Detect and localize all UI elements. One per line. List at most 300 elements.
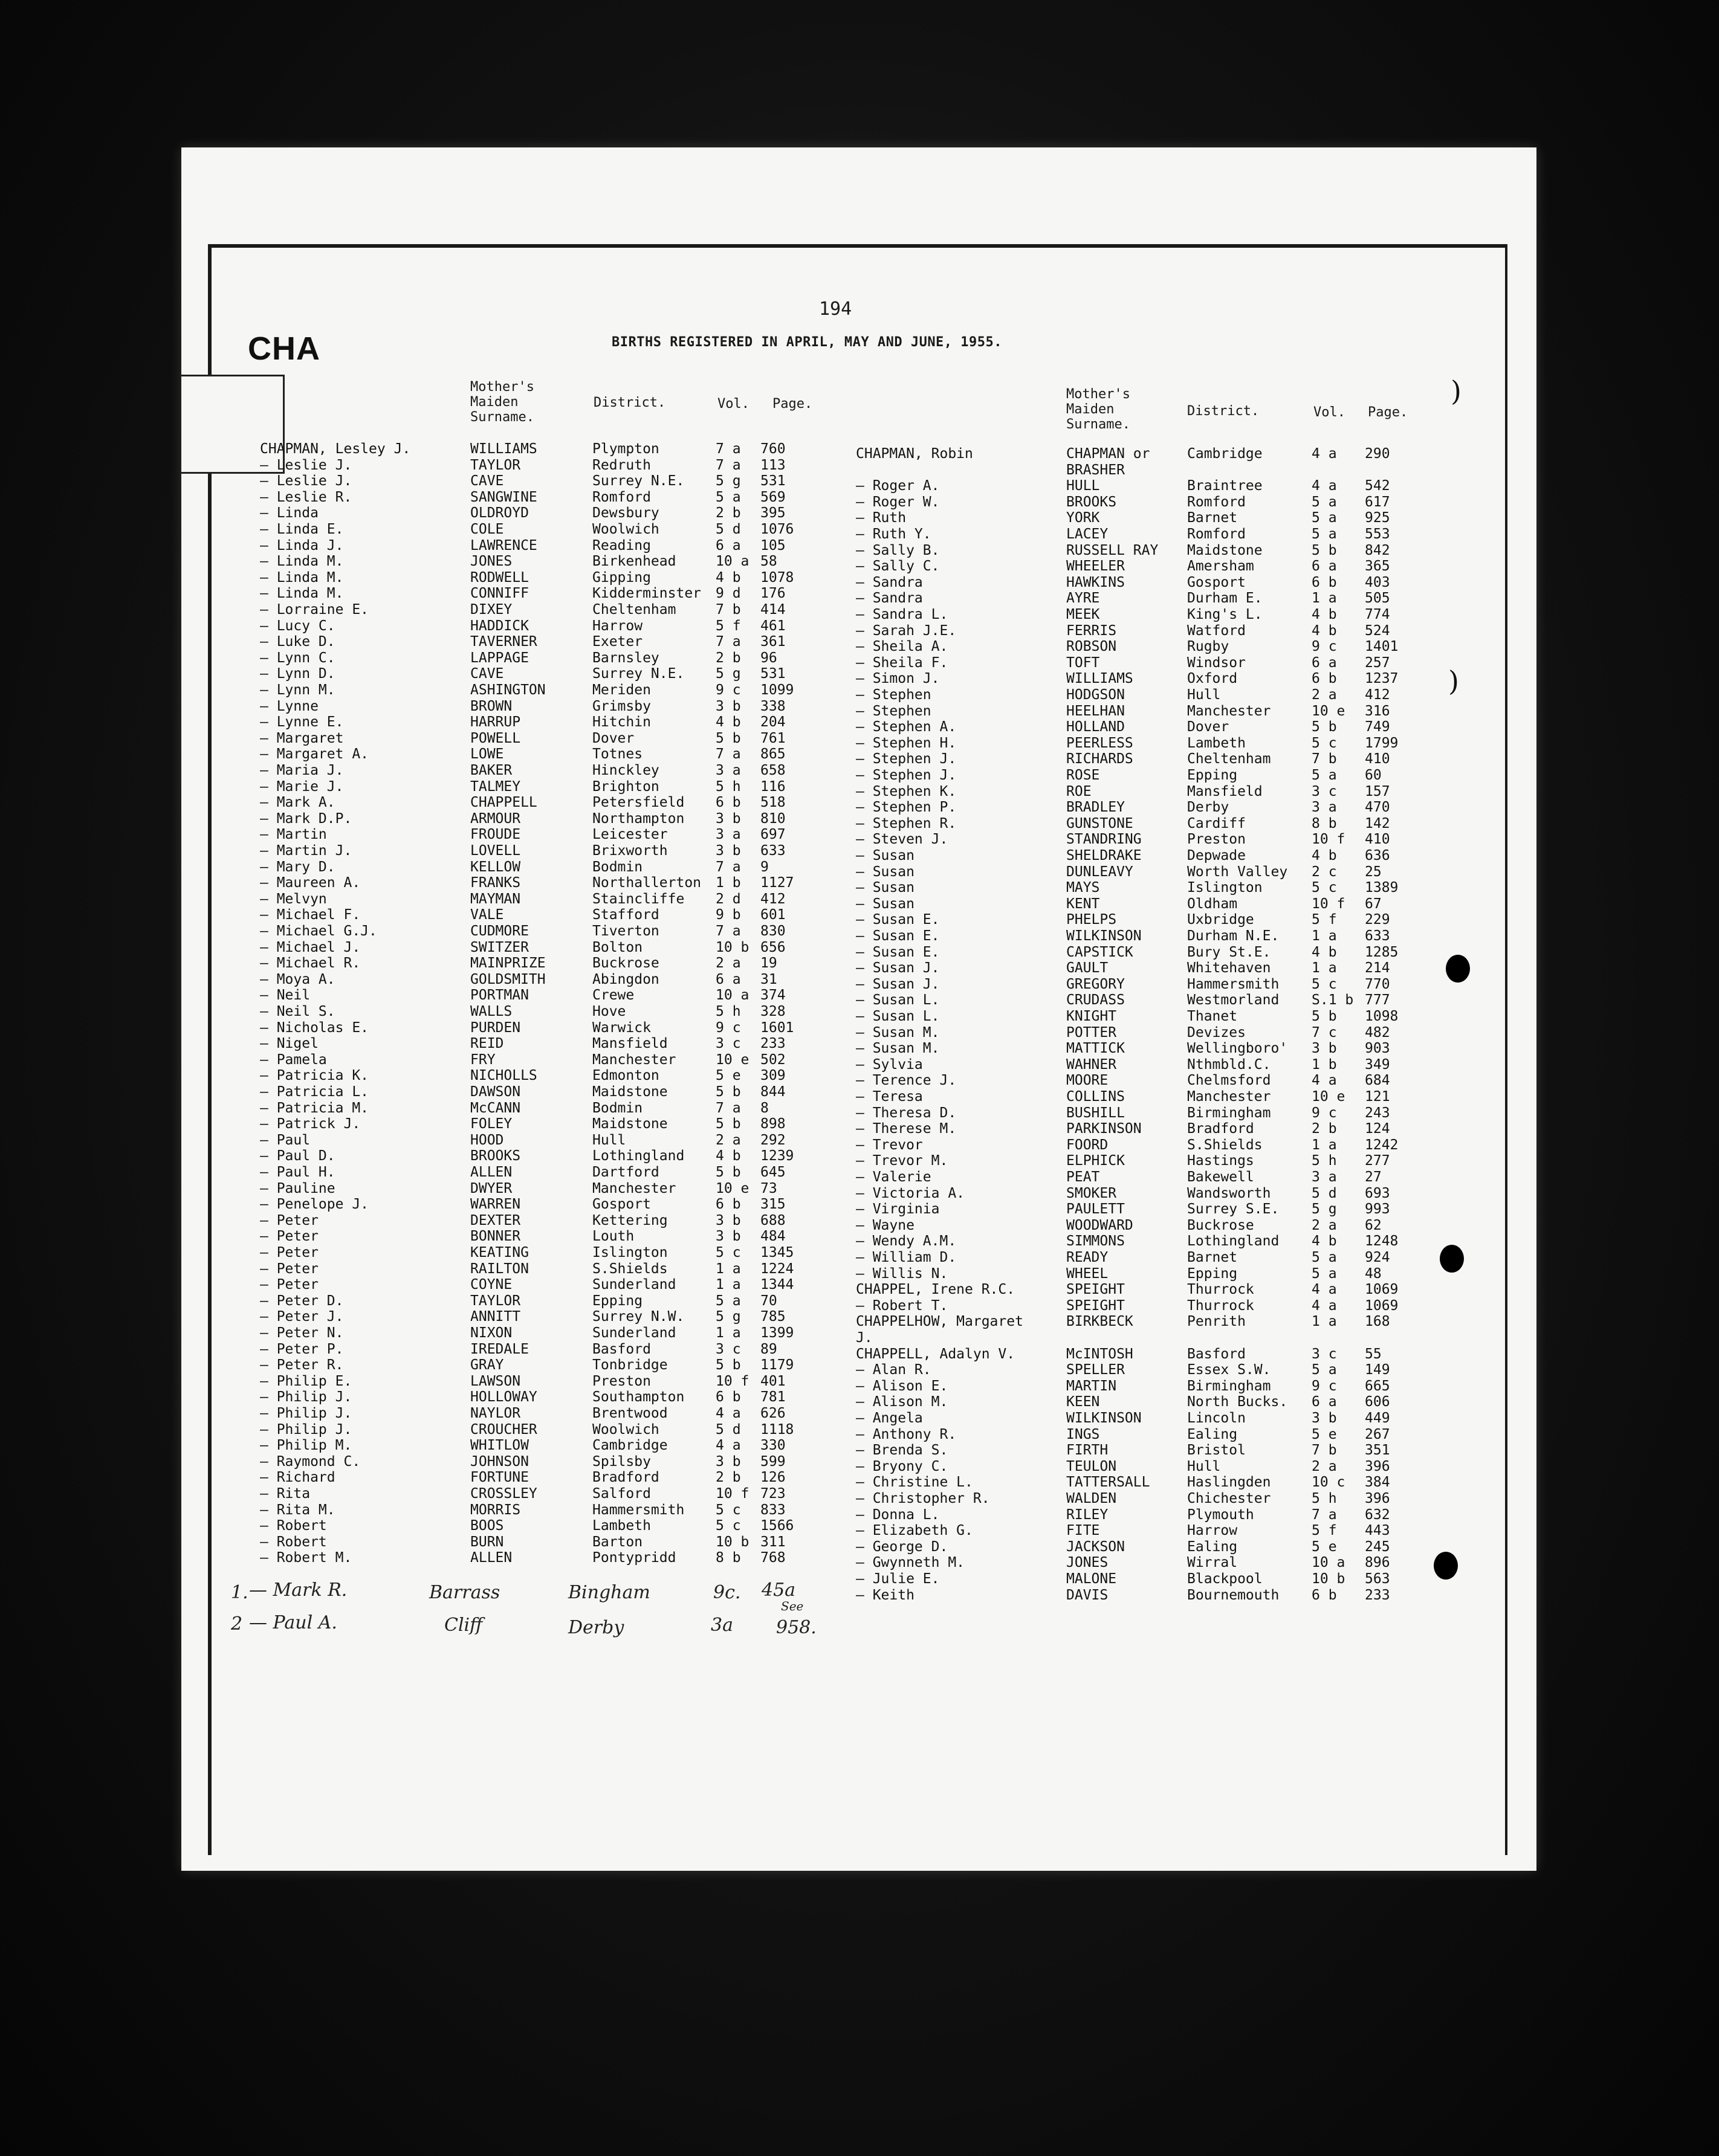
entry-volume: 3 b xyxy=(716,843,741,859)
entry-page: 785 xyxy=(760,1309,786,1325)
entry-volume: 5 g xyxy=(716,473,741,489)
entry-district: Mansfield xyxy=(592,1036,668,1052)
entry-district: Edmonton xyxy=(592,1068,659,1084)
entry-district: Bristol xyxy=(1187,1442,1246,1459)
entry-name: — Maureen A. xyxy=(260,875,361,891)
entry-page: 1601 xyxy=(760,1019,794,1036)
entry-district: Northallerton xyxy=(592,875,702,891)
entry-mother-surname: BROWN xyxy=(470,698,513,714)
entry-volume: 4 b xyxy=(1312,848,1337,863)
entry-page: 505 xyxy=(1365,590,1390,607)
entry-mother-surname: TATTERSALL xyxy=(1066,1474,1150,1491)
entry-name: — Peter xyxy=(260,1245,319,1260)
right-header-page: Page. xyxy=(1368,405,1408,420)
entry-mother-surname: MARTIN xyxy=(1066,1378,1117,1394)
entry-name: — Peter J. xyxy=(260,1309,344,1325)
entry-page: 830 xyxy=(760,923,786,939)
entry-district: Sunderland xyxy=(592,1325,676,1341)
entry-page: 617 xyxy=(1365,494,1390,510)
entry-name: — Willis N. xyxy=(856,1265,948,1282)
entry-mother-surname: HEELHAN xyxy=(1066,703,1125,719)
entry-district: Hull xyxy=(592,1132,626,1148)
entry-volume: 3 b xyxy=(716,1212,741,1228)
entry-mother-surname: MAINPRIZE xyxy=(470,955,546,972)
entry-mother-surname: LAWRENCE xyxy=(470,537,537,554)
entry-district: Bolton xyxy=(592,939,643,955)
entry-volume: 5 g xyxy=(716,666,741,682)
entry-name: — Susan E. xyxy=(856,944,940,960)
entry-volume: 1 a xyxy=(1312,1314,1337,1330)
entry-mother-surname: FRANKS xyxy=(470,875,521,891)
entry-mother-surname: RAILTON xyxy=(470,1260,529,1277)
entry-name: — Philip E. xyxy=(260,1373,352,1389)
entry-page: 73 xyxy=(760,1180,777,1196)
entry-mother-surname: DUNLEAVY xyxy=(1066,863,1133,880)
entry-name: — Ruth Y. xyxy=(856,526,931,542)
entry-page: 410 xyxy=(1365,751,1390,767)
entry-name: J. xyxy=(856,1330,873,1346)
entry-district: Devizes xyxy=(1187,1024,1246,1041)
entry-district: Preston xyxy=(592,1373,651,1389)
entry-page: 684 xyxy=(1365,1073,1390,1089)
entry-page: 214 xyxy=(1365,960,1390,976)
entry-name: — Brenda S. xyxy=(856,1442,948,1459)
entry-page: 67 xyxy=(1365,896,1382,912)
entry-page: 449 xyxy=(1365,1410,1390,1426)
entry-mother-surname: CROSSLEY xyxy=(470,1486,537,1502)
entry-volume: 5 g xyxy=(716,1309,741,1325)
margin-bracket-mark: ) xyxy=(1451,375,1462,407)
entry-district: Essex S.W. xyxy=(1187,1362,1271,1378)
entry-mother-surname: GOLDSMITH xyxy=(470,971,546,987)
entry-district: Derby xyxy=(1187,799,1229,816)
entry-volume: 7 a xyxy=(716,634,741,650)
entry-name: — Rita xyxy=(260,1486,311,1502)
entry-district: Hinckley xyxy=(592,763,659,778)
entry-name: — Valerie xyxy=(856,1169,931,1185)
entry-district: Manchester xyxy=(592,1180,676,1196)
entry-volume: 10 f xyxy=(716,1486,749,1502)
entry-mother-surname: SHELDRAKE xyxy=(1066,848,1142,863)
entry-page: 924 xyxy=(1365,1250,1390,1265)
entry-district: Romford xyxy=(1187,494,1246,510)
entry-name: — Michael J. xyxy=(260,939,361,955)
entry-mother-surname: WOODWARD xyxy=(1066,1217,1133,1233)
entry-mother-surname: POWELL xyxy=(470,730,521,746)
entry-mother-surname: RICHARDS xyxy=(1066,751,1133,767)
entry-volume: 6 b xyxy=(1312,671,1337,687)
entry-page: 531 xyxy=(760,666,786,682)
entry-page: 70 xyxy=(760,1293,777,1309)
handwritten-name-1: — Mark R. xyxy=(249,1580,348,1601)
entry-page: 781 xyxy=(760,1389,786,1406)
entry-mother-surname: CRUDASS xyxy=(1066,992,1125,1009)
entry-name: — Pauline xyxy=(260,1180,335,1196)
entry-district: Brixworth xyxy=(592,843,668,859)
right-header-vol: Vol. xyxy=(1313,405,1345,420)
handwritten-vol-1: 9c. xyxy=(713,1582,741,1603)
entry-volume: 5 a xyxy=(1312,767,1337,783)
entry-mother-surname: VALE xyxy=(470,907,504,923)
entry-district: Dover xyxy=(592,730,635,746)
left-header-district: District. xyxy=(594,395,666,410)
entry-page: 461 xyxy=(760,618,786,634)
entry-district: Preston xyxy=(1187,831,1246,848)
entry-mother-surname: GAULT xyxy=(1066,960,1109,976)
left-header-mother: Mother's Maiden Surname. xyxy=(470,379,534,425)
entry-district: Romford xyxy=(1187,526,1246,542)
entry-name: — Roger W. xyxy=(856,494,940,510)
entry-mother-surname: COLLINS xyxy=(1066,1089,1125,1105)
entry-volume: 10 f xyxy=(1312,831,1345,848)
entry-district: Manchester xyxy=(1187,703,1271,719)
entry-district: Amersham xyxy=(1187,558,1254,575)
binder-hole xyxy=(1434,1552,1458,1580)
entry-volume: 2 b xyxy=(1312,1121,1337,1137)
entry-mother-surname: TALMEY xyxy=(470,778,521,795)
entry-mother-surname: ALLEN xyxy=(470,1164,513,1180)
entry-page: 542 xyxy=(1365,478,1390,494)
entry-name: — Peter N. xyxy=(260,1325,344,1341)
entry-mother-surname: ROSE xyxy=(1066,767,1100,783)
entry-name: — Marie J. xyxy=(260,778,344,795)
entry-page: 316 xyxy=(1365,703,1390,719)
entry-district: Epping xyxy=(1187,1265,1238,1282)
entry-mother-surname: FITE xyxy=(1066,1523,1100,1539)
entry-mother-surname: AYRE xyxy=(1066,590,1100,607)
entry-name: — Leslie R. xyxy=(260,489,352,505)
entry-page: 89 xyxy=(760,1341,777,1357)
entry-volume: 6 b xyxy=(1312,574,1337,590)
entry-district: S.Shields xyxy=(592,1260,668,1277)
entry-mother-surname: FOORD xyxy=(1066,1137,1109,1153)
entry-mother-surname: FERRIS xyxy=(1066,622,1117,639)
entry-volume: 7 a xyxy=(716,746,741,763)
entry-volume: 5 a xyxy=(716,1293,741,1309)
entry-volume: 5 d xyxy=(1312,1185,1337,1201)
entry-page: 142 xyxy=(1365,815,1390,831)
entry-mother-surname: SMOKER xyxy=(1066,1185,1117,1201)
entry-volume: 3 b xyxy=(716,698,741,714)
entry-district: Cheltenham xyxy=(592,602,676,618)
entry-mother-surname: DEXTER xyxy=(470,1212,521,1228)
entry-district: Wirral xyxy=(1187,1555,1238,1571)
entry-district: Harrow xyxy=(592,618,643,634)
entry-page: 896 xyxy=(1365,1555,1390,1571)
entry-name: — Keith xyxy=(856,1587,915,1603)
entry-page: 626 xyxy=(760,1406,786,1421)
entry-mother-surname: INGS xyxy=(1066,1426,1100,1442)
entry-mother-surname: MORRIS xyxy=(470,1502,521,1518)
entry-name: — Margaret xyxy=(260,730,344,746)
entry-page: 396 xyxy=(1365,1491,1390,1506)
entry-volume: 5 c xyxy=(1312,735,1337,751)
entry-volume: 10 b xyxy=(1312,1571,1345,1587)
entry-mother-surname: SWITZER xyxy=(470,939,529,955)
entry-district: Wandsworth xyxy=(1187,1185,1271,1201)
entry-page: 443 xyxy=(1365,1523,1390,1539)
entry-volume: 5 f xyxy=(1312,912,1337,928)
entry-page: 768 xyxy=(760,1550,786,1566)
entry-volume: 4 a xyxy=(1312,1073,1337,1089)
entry-volume: 1 b xyxy=(716,875,741,891)
entry-district: Thurrock xyxy=(1187,1282,1254,1298)
entry-mother-surname: BOOS xyxy=(470,1518,504,1534)
entry-volume: 4 b xyxy=(716,714,741,731)
entry-page: 1099 xyxy=(760,682,794,698)
entry-mother-surname: FRY xyxy=(470,1051,496,1068)
entry-page: 599 xyxy=(760,1453,786,1470)
entry-district: Surrey N.E. xyxy=(592,473,685,489)
entry-mother-surname: WAHNER xyxy=(1066,1056,1117,1073)
entry-name: — Linda xyxy=(260,505,319,521)
entry-page: 658 xyxy=(760,763,786,778)
entry-volume: 7 a xyxy=(716,457,741,473)
entry-mother-surname: HADDICK xyxy=(470,618,529,634)
entry-volume: 5 a xyxy=(1312,510,1337,526)
entry-page: 204 xyxy=(760,714,786,731)
entry-name: — Lynne E. xyxy=(260,714,344,731)
entry-mother-surname: ANNITT xyxy=(470,1309,521,1325)
entry-district: Lambeth xyxy=(1187,735,1246,751)
entry-mother-surname: KEEN xyxy=(1066,1394,1100,1410)
entry-mother-surname: POTTER xyxy=(1066,1024,1117,1041)
entry-volume: 9 c xyxy=(1312,639,1337,655)
left-header-page: Page. xyxy=(772,396,813,412)
entry-volume: 6 a xyxy=(1312,558,1337,575)
entry-volume: 7 b xyxy=(716,602,741,618)
entry-district: Cardiff xyxy=(1187,815,1246,831)
entry-district: Stafford xyxy=(592,907,659,923)
entry-page: 1069 xyxy=(1365,1282,1399,1298)
entry-district: Thurrock xyxy=(1187,1297,1254,1314)
entry-name: — Christine L. xyxy=(856,1474,973,1491)
entry-name: — Stephen J. xyxy=(856,751,957,767)
entry-mother-surname: REID xyxy=(470,1036,504,1052)
entry-page: 1098 xyxy=(1365,1009,1399,1024)
entry-name: — Paul H. xyxy=(260,1164,335,1180)
entry-district: Dartford xyxy=(592,1164,659,1180)
entry-district: Dewsbury xyxy=(592,505,659,521)
entry-volume: 10 b xyxy=(716,939,749,955)
entry-name: — Peter R. xyxy=(260,1357,344,1373)
entry-page: 1078 xyxy=(760,569,794,586)
entry-volume: 3 c xyxy=(716,1341,741,1357)
entry-district: Surrey N.E. xyxy=(592,666,685,682)
entry-district: Brighton xyxy=(592,778,659,795)
entry-page: 113 xyxy=(760,457,786,473)
entry-mother-surname: WHITLOW xyxy=(470,1438,529,1454)
entry-district: Worth Valley xyxy=(1187,863,1288,880)
entry-volume: 6 b xyxy=(716,795,741,811)
entry-volume: 5 a xyxy=(1312,1362,1337,1378)
section-label: CHA xyxy=(248,331,320,367)
entry-mother-surname: CHAPPELL xyxy=(470,795,537,811)
entry-mother-surname: MATTICK xyxy=(1066,1041,1125,1057)
entry-volume: 1 a xyxy=(716,1277,741,1293)
entry-mother-surname: LAWSON xyxy=(470,1373,521,1389)
entry-volume: 5 c xyxy=(716,1245,741,1260)
entry-mother-surname: DWYER xyxy=(470,1180,513,1196)
entry-page: 328 xyxy=(760,1004,786,1019)
entry-volume: 10 a xyxy=(1312,1555,1345,1571)
entry-volume: 6 b xyxy=(716,1389,741,1406)
entry-name: — Richard xyxy=(260,1470,335,1486)
entry-mother-surname: SPEIGHT xyxy=(1066,1282,1125,1298)
entry-mother-surname: CUDMORE xyxy=(470,923,529,939)
entry-name: — Martin J. xyxy=(260,843,352,859)
entry-page: 384 xyxy=(1365,1474,1390,1491)
entry-page: 531 xyxy=(760,473,786,489)
entry-district: Tiverton xyxy=(592,923,659,939)
entry-page: 632 xyxy=(1365,1506,1390,1523)
entry-mother-surname: SANGWINE xyxy=(470,489,537,505)
entry-page: 351 xyxy=(1365,1442,1390,1459)
entry-name: — Robert xyxy=(260,1534,327,1550)
entry-name: — Angela xyxy=(856,1410,923,1426)
entry-page: 292 xyxy=(760,1132,786,1148)
entry-page: 688 xyxy=(760,1212,786,1228)
entry-volume: 1 b xyxy=(1312,1056,1337,1073)
handwritten-mother-2: Cliff xyxy=(444,1615,483,1636)
entry-mother-surname: BROOKS xyxy=(1066,494,1117,510)
handwritten-page-2: 958. xyxy=(776,1617,817,1638)
entry-page: 243 xyxy=(1365,1105,1390,1121)
entry-mother-surname: RILEY xyxy=(1066,1506,1109,1523)
entry-page: 1242 xyxy=(1365,1137,1399,1153)
entry-name: — George D. xyxy=(856,1538,948,1555)
entry-district: Hammersmith xyxy=(1187,976,1280,992)
entry-district: Bradford xyxy=(592,1470,659,1486)
entry-district: Woolwich xyxy=(592,521,659,537)
entry-name: — Philip J. xyxy=(260,1421,352,1438)
entry-page: 121 xyxy=(1365,1089,1390,1105)
entry-volume: 5 d xyxy=(716,521,741,537)
entry-mother-surname: FORTUNE xyxy=(470,1470,529,1486)
entry-mother-surname: KENT xyxy=(1066,896,1100,912)
entry-volume: 7 c xyxy=(1312,1024,1337,1041)
entry-page: 403 xyxy=(1365,574,1390,590)
entry-district: Petersfield xyxy=(592,795,685,811)
entry-district: Abingdon xyxy=(592,971,659,987)
entry-name: — Melvyn xyxy=(260,891,327,907)
entry-district: Louth xyxy=(592,1228,635,1245)
entry-name: — Therese M. xyxy=(856,1121,957,1137)
entry-name: — Victoria A. xyxy=(856,1185,965,1201)
entry-name: — Susan xyxy=(856,896,915,912)
entry-name: — Leslie J. xyxy=(260,457,352,473)
entry-name: — Linda E. xyxy=(260,521,344,537)
entry-page: 770 xyxy=(1365,976,1390,992)
entry-mother-surname: HODGSON xyxy=(1066,687,1125,703)
entry-page: 257 xyxy=(1365,654,1390,671)
entry-page: 865 xyxy=(760,746,786,763)
entry-page: 569 xyxy=(760,489,786,505)
entry-page: 774 xyxy=(1365,607,1390,622)
entry-mother-surname: WHEELER xyxy=(1066,558,1125,575)
entry-mother-surname: ALLEN xyxy=(470,1550,513,1566)
entry-district: Basford xyxy=(1187,1346,1246,1362)
entry-name: — Leslie J. xyxy=(260,473,352,489)
entry-volume: 5 f xyxy=(716,618,741,634)
entry-volume: 5 b xyxy=(1312,719,1337,735)
entry-name: — Donna L. xyxy=(856,1506,940,1523)
entry-page: 518 xyxy=(760,795,786,811)
entry-name: — Maria J. xyxy=(260,763,344,778)
entry-page: 1237 xyxy=(1365,671,1399,687)
entry-page: 1344 xyxy=(760,1277,794,1293)
entry-district: Nthmbld.C. xyxy=(1187,1056,1271,1073)
entry-volume: 7 a xyxy=(716,923,741,939)
entry-volume: 5 e xyxy=(716,1068,741,1084)
entry-district: Lincoln xyxy=(1187,1410,1246,1426)
entry-district: Blackpool xyxy=(1187,1571,1263,1587)
entry-volume: 3 a xyxy=(1312,799,1337,816)
right-header-district: District. xyxy=(1187,404,1260,419)
entry-page: 31 xyxy=(760,971,777,987)
entry-name: — Robert M. xyxy=(260,1550,352,1566)
entry-district: Manchester xyxy=(592,1051,676,1068)
entry-name: CHAPPELHOW, Margaret xyxy=(856,1314,1023,1330)
entry-volume: 5 b xyxy=(716,1164,741,1180)
entry-district: Barton xyxy=(592,1534,643,1550)
entry-volume: 3 b xyxy=(716,1228,741,1245)
entry-page: 482 xyxy=(1365,1024,1390,1041)
entry-page: 19 xyxy=(760,955,777,972)
entry-name: — Anthony R. xyxy=(856,1426,957,1442)
entry-district: Haslingden xyxy=(1187,1474,1271,1491)
entry-volume: 10 b xyxy=(716,1534,749,1550)
handwritten-see-note: See xyxy=(781,1599,804,1613)
entry-district: Tonbridge xyxy=(592,1357,668,1373)
entry-name: — Susan E. xyxy=(856,912,940,928)
entry-page: 760 xyxy=(760,441,786,457)
entry-mother-surname: TAVERNER xyxy=(470,634,537,650)
entry-name: — Nigel xyxy=(260,1036,319,1052)
entry-page: 484 xyxy=(760,1228,786,1245)
entry-mother-surname: FIRTH xyxy=(1066,1442,1109,1459)
entry-name: — Mark A. xyxy=(260,795,335,811)
entry-page: 1248 xyxy=(1365,1233,1399,1250)
entry-district: Exeter xyxy=(592,634,643,650)
entry-page: 601 xyxy=(760,907,786,923)
entry-name: — Paul D. xyxy=(260,1148,335,1164)
entry-district: Northampton xyxy=(592,810,685,827)
entry-page: 361 xyxy=(760,634,786,650)
entry-mother-surname: WALLS xyxy=(470,1004,513,1019)
entry-district: Barnsley xyxy=(592,650,659,666)
entry-district: Barnet xyxy=(1187,510,1238,526)
margin-bracket-mark: ) xyxy=(1448,665,1459,697)
entry-page: 470 xyxy=(1365,799,1390,816)
entry-name: — Raymond C. xyxy=(260,1453,361,1470)
entry-page: 1566 xyxy=(760,1518,794,1534)
entry-mother-surname: BROOKS xyxy=(470,1148,521,1164)
entry-name: — Sally B. xyxy=(856,542,940,558)
entry-volume: 10 e xyxy=(716,1051,749,1068)
entry-volume: 4 b xyxy=(716,1148,741,1164)
entry-page: 48 xyxy=(1365,1265,1382,1282)
entry-volume: 4 a xyxy=(1312,478,1337,494)
page-number: 194 xyxy=(819,299,852,320)
entry-page: 761 xyxy=(760,730,786,746)
entry-district: Harrow xyxy=(1187,1523,1238,1539)
entry-volume: 7 a xyxy=(1312,1506,1337,1523)
entry-name: — Philip M. xyxy=(260,1438,352,1454)
entry-page: 1224 xyxy=(760,1260,794,1277)
entry-name: — Mary D. xyxy=(260,859,335,875)
entry-name: — Peter P. xyxy=(260,1341,344,1357)
